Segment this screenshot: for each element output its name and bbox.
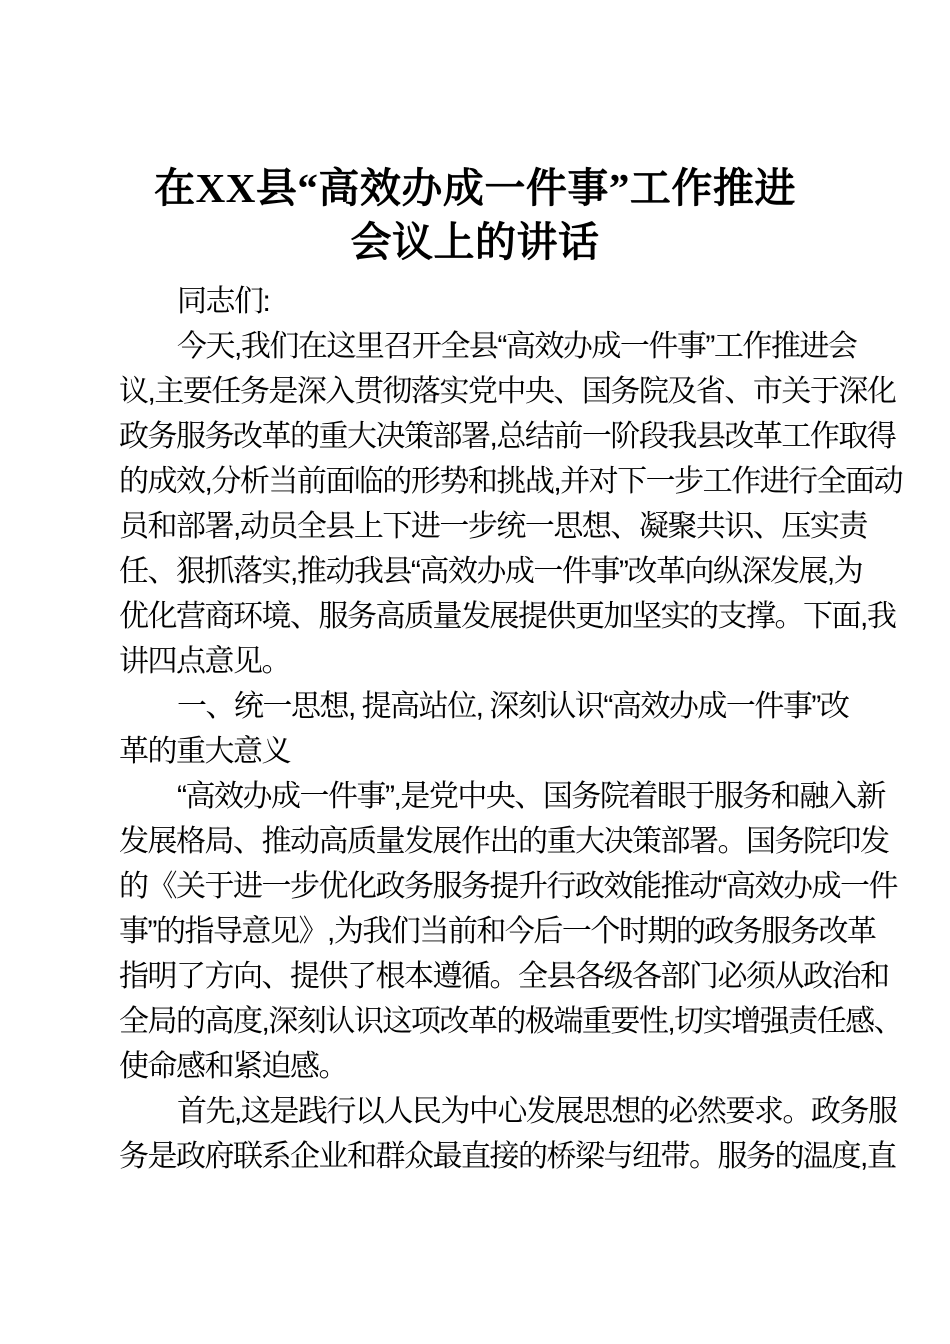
body-line: 首先,这是践行以人民为中心发展思想的必然要求。政务服 [177, 1095, 897, 1128]
body-line: 讲四点意见。 [119, 645, 290, 678]
body-line: 政务服务改革的重大决策部署,总结前一阶段我县改革工作取得 [119, 420, 896, 453]
body-line: 的成效,分析当前面临的形势和挑战,并对下一步工作进行全面动 [119, 465, 903, 498]
body-line: 事”的指导意见》,为我们当前和今后一个时期的政务服务改革 [119, 915, 876, 948]
document-title-line: 在XX县“高效办成一件事”工作推进 [154, 165, 796, 211]
body-line: 发展格局、推动高质量发展作出的重大决策部署。国务院印发 [119, 825, 889, 858]
document-title-line: 会议上的讲话 [350, 219, 600, 265]
body-line: 的《关于进一步优化政务服务提升行政效能推动“高效办成一件 [119, 870, 897, 903]
body-line: 同志们: [177, 285, 270, 318]
body-line: 一、统一思想, 提高站位, 深刻认识“高效办成一件事”改 [177, 690, 849, 723]
document-body [119, 279, 903, 1179]
body-line: 今天,我们在这里召开全县“高效办成一件事”工作推进会 [177, 330, 857, 363]
body-line: 使命感和紧迫感。 [119, 1050, 347, 1083]
body-line: 员和部署,动员全县上下进一步统一思想、凝聚共识、压实责 [119, 510, 867, 543]
body-line: 任、狠抓落实,推动我县“高效办成一件事”改革向纵深发展,为 [119, 555, 863, 588]
body-line: “高效办成一件事”,是党中央、国务院着眼于服务和融入新 [177, 780, 885, 813]
body-line: 指明了方向、提供了根本遵循。全县各级各部门必须从政治和 [119, 960, 889, 993]
body-line: 议,主要任务是深入贯彻落实党中央、国务院及省、市关于深化 [119, 375, 896, 408]
body-line: 全局的高度,深刻认识这项改革的极端重要性,切实增强责任感、 [119, 1005, 903, 1038]
body-line: 革的重大意义 [119, 735, 290, 768]
body-line: 务是政府联系企业和群众最直接的桥梁与纽带。服务的温度,直 [119, 1140, 896, 1173]
body-line: 优化营商环境、服务高质量发展提供更加坚实的支撑。下面,我 [119, 600, 896, 633]
document-title [0, 161, 950, 269]
